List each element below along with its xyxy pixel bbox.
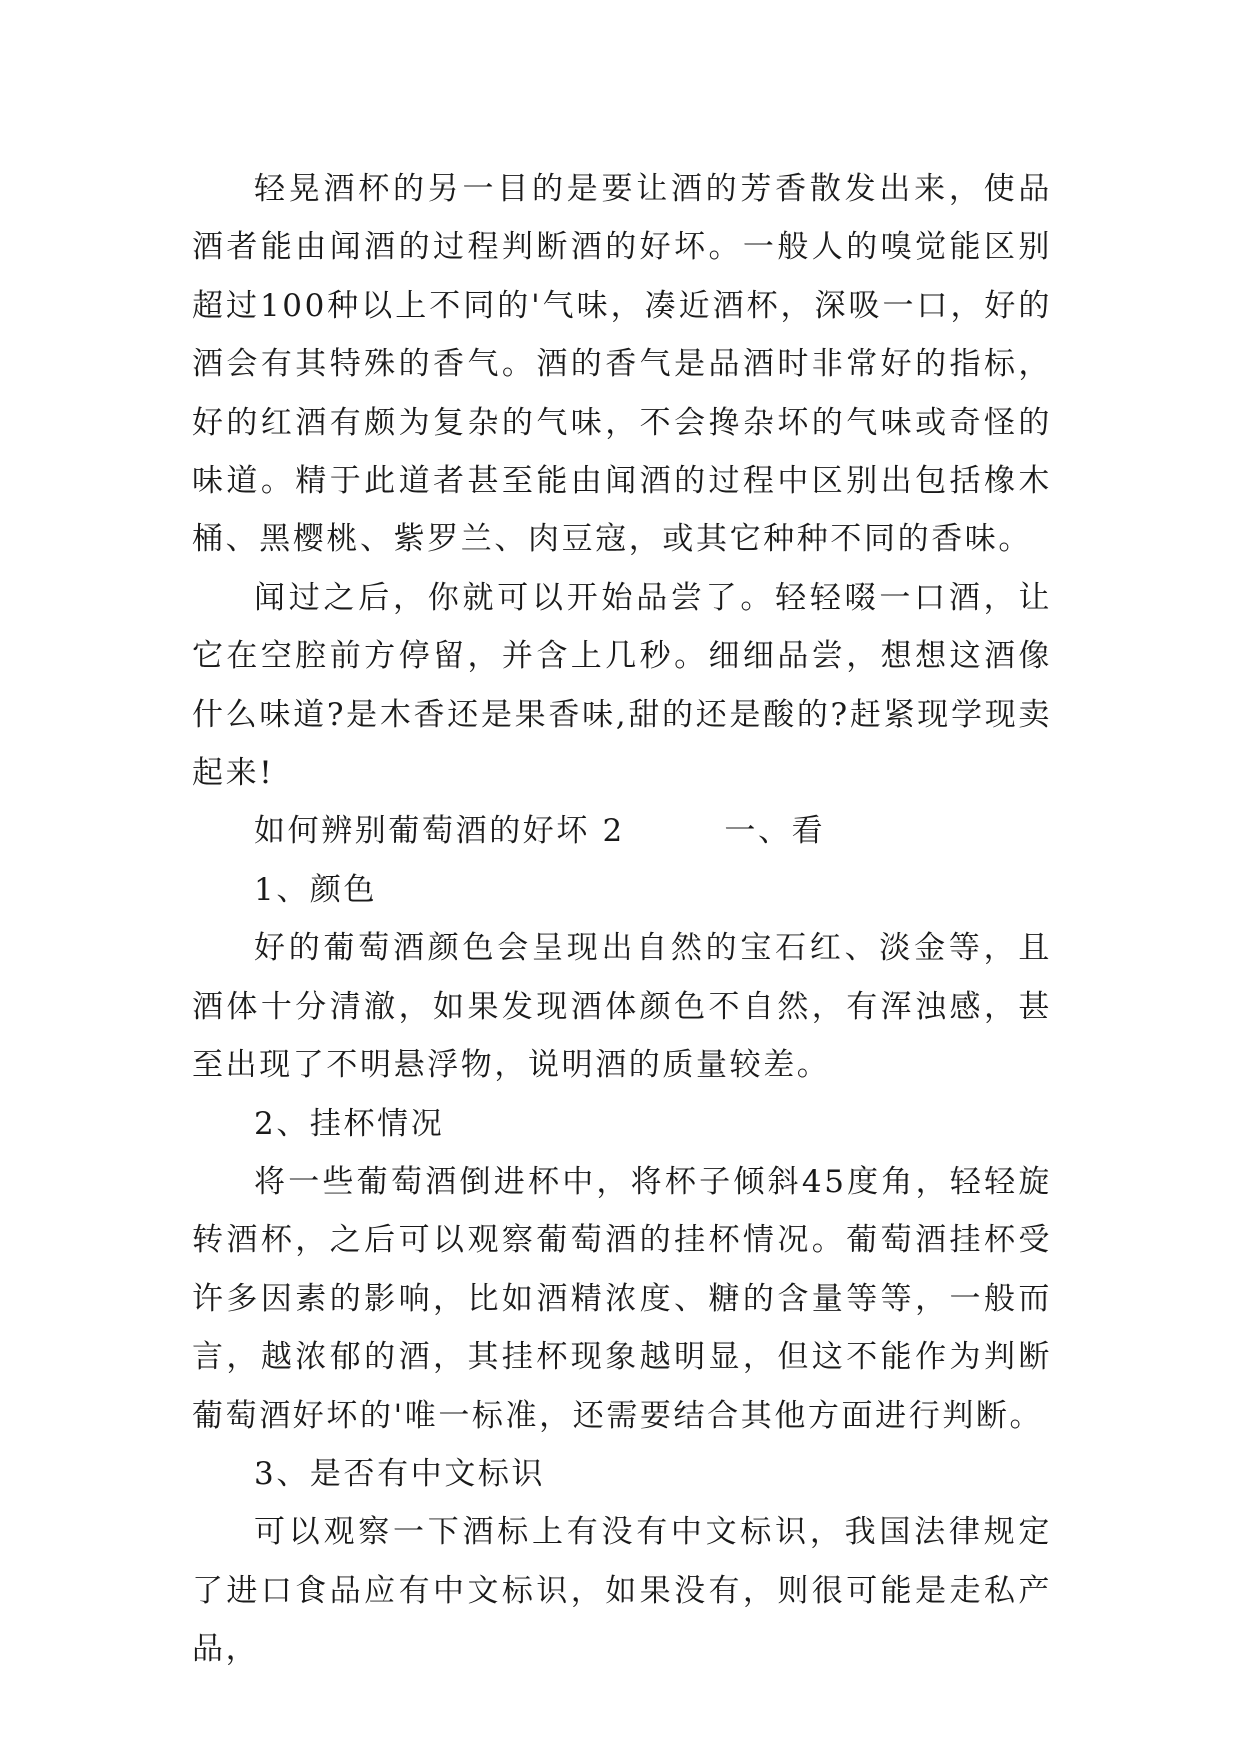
paragraph-color: 好的葡萄酒颜色会呈现出自然的宝石红、淡金等，且酒体十分清澈，如果发现酒体颜色不自然，有浑浊感，甚至出现了不明悬浮物，说明酒的质量较差。	[192, 930, 1052, 1084]
document-body	[192, 160, 1052, 1679]
paragraph-tasting: 闻过之后，你就可以开始品尝了。轻轻啜一口酒，让它在空腔前方停留，并含上几秒。细细品尝，想想这酒像什么味道?是木香还是果香味,甜的还是酸的?赶紧现学现卖起来!	[192, 579, 1052, 792]
subheading-chinese-label: 3、是否有中文标识	[254, 1455, 546, 1492]
paragraph-legs: 将一些葡萄酒倒进杯中，将杯子倾斜45度角，轻轻旋转酒杯，之后可以观察葡萄酒的挂杯情况。葡萄酒挂杯受许多因素的影响，比如酒精浓度、糖的含量等等，一般而言，越浓郁的酒，其挂杯现象越明显，但这不能作为判断葡萄酒好坏的'唯一标准，还需要结合其他方面进行判断。	[192, 1163, 1052, 1434]
paragraph-wine-aroma: 轻晃酒杯的另一目的是要让酒的芳香散发出来，使品酒者能由闻酒的过程判断酒的好坏。一般人的嗅觉能区别超过100种以上不同的'气味，凑近酒杯，深吸一口，好的酒会有其特殊的香气。酒的香气是品酒时非常好的指标，好的红酒有颇为复杂的气味，不会搀杂坏的气味或奇怪的味道。精于此道者甚至能由闻酒的过程中区别出包括橡木桶、黑樱桃、紫罗兰、肉豆寇，或其它种种不同的香味。	[192, 171, 1052, 558]
subheading-legs: 2、挂杯情况	[254, 1105, 445, 1142]
subheading-color: 1、颜色	[254, 871, 378, 908]
paragraph-chinese-label: 可以观察一下酒标上有没有中文标识，我国法律规定了进口食品应有中文标识，如果没有，则很可能是走私产品，	[192, 1514, 1052, 1668]
section-title-look: 如何辨别葡萄酒的好坏 2 一、看	[254, 813, 826, 850]
